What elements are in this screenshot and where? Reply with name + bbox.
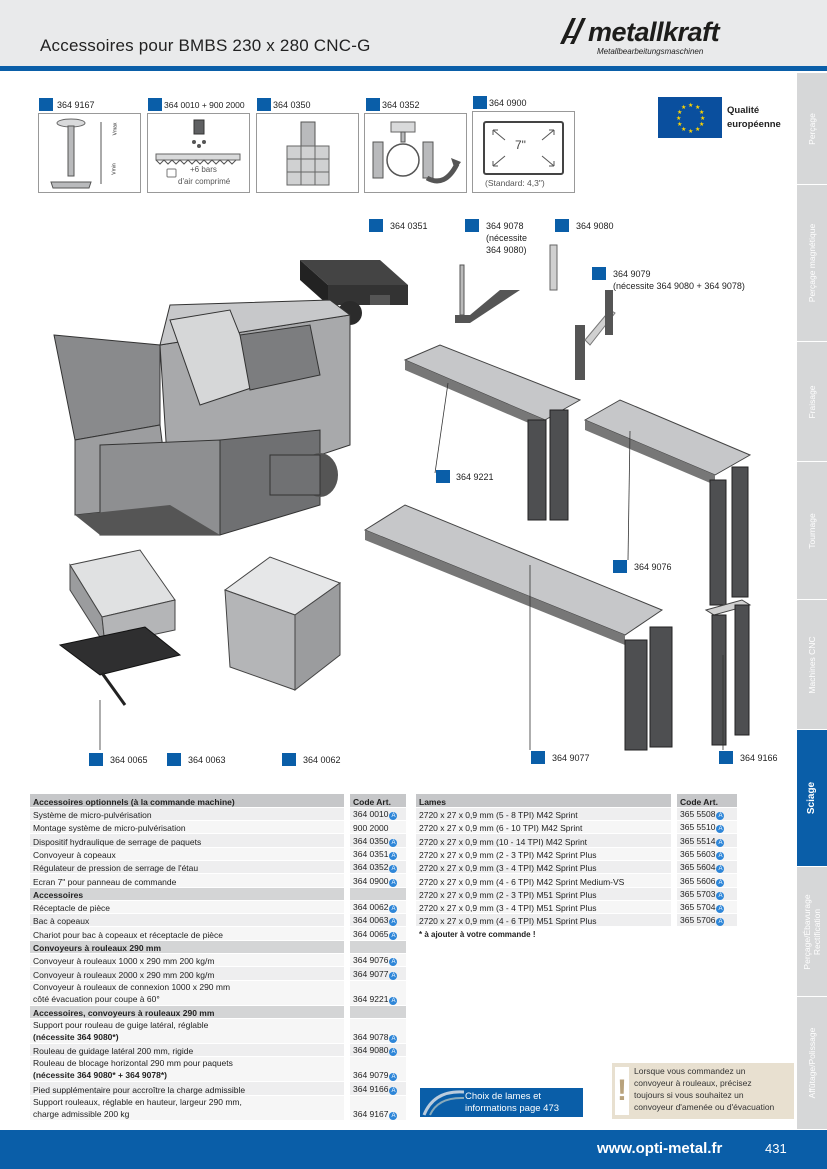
svg-text:★: ★: [688, 128, 694, 135]
table-row: [416, 900, 737, 913]
tab-percage-magnetique[interactable]: Perçage magnétique: [797, 185, 827, 342]
article-code-text: 364 0063: [353, 915, 389, 926]
code-marker: [719, 751, 733, 764]
arrow-badge-icon: A: [718, 866, 723, 873]
part-code: 364 9078: [486, 221, 524, 231]
article-code-text: 365 5604: [680, 862, 716, 873]
article-code-text: 365 5508: [680, 809, 716, 820]
option-code: 364 0352: [382, 100, 420, 110]
tab-affutage[interactable]: Affûtage/Polissage: [797, 997, 827, 1130]
chip-tray-image: [60, 550, 180, 705]
tab-fraisage[interactable]: Fraisage: [797, 342, 827, 462]
option-image-clamping: [256, 113, 359, 193]
part-note: 364 9080): [486, 245, 527, 255]
article-code-text: 364 9079: [353, 1070, 389, 1081]
svg-text:★: ★: [681, 126, 687, 133]
code-marker: [555, 219, 569, 232]
accessories-table: [30, 794, 406, 1121]
screen-size: 7": [515, 138, 526, 152]
item-label: Réceptacle de pièce: [33, 903, 111, 914]
page-title: Accessoires pour BMBS 230 x 280 CNC-G: [40, 36, 371, 55]
arrow-badge-icon: A: [718, 906, 723, 913]
table-row: [30, 847, 406, 860]
item-label: Bac à copeaux: [33, 916, 90, 927]
part-code: 364 9076: [634, 562, 672, 572]
table-row: [30, 914, 406, 927]
arrow-badge-icon: A: [391, 959, 396, 966]
article-code: [350, 834, 406, 847]
code-marker: [39, 98, 53, 111]
arrow-badge-icon: A: [391, 866, 396, 873]
table-row: [30, 927, 406, 940]
item-label: Convoyeur à copeaux: [33, 849, 116, 860]
connection-conveyor-image: [405, 345, 580, 520]
section-title: Accessoires: [30, 887, 344, 900]
conveyor-2000-image: [365, 505, 672, 750]
article-code-text: 365 5704: [680, 902, 716, 913]
guide-roller-image: [550, 245, 557, 290]
arrow-badge-icon: A: [391, 972, 396, 979]
arrow-badge-icon: A: [391, 919, 396, 926]
blades-link-text-2: informations page 473: [465, 1103, 560, 1114]
table-row: [30, 900, 406, 913]
section-title: Accessoires, convoyeurs à rouleaux 290 mm: [30, 1005, 344, 1018]
svg-text:★: ★: [681, 104, 687, 111]
article-code: [350, 1082, 406, 1095]
table-row: [30, 980, 406, 1005]
quality-label-2: européenne: [727, 119, 781, 130]
arrow-badge-icon: A: [391, 879, 396, 886]
item-description: [30, 967, 344, 980]
svg-text:★: ★: [688, 102, 694, 109]
item-description: [30, 900, 344, 913]
option-image-vise-pressure: [364, 113, 467, 193]
blade-icon: [420, 1088, 464, 1117]
article-code: [350, 900, 406, 913]
vmax-label: Vmax: [112, 122, 119, 136]
extra-leg-image: [706, 600, 750, 745]
table-row: [30, 1018, 406, 1043]
table-section: [30, 940, 406, 953]
part-code: 364 0065: [110, 755, 148, 765]
item-label: Régulateur de pression de serrage de l'étau: [33, 863, 199, 874]
option-code: 364 9167: [57, 100, 95, 110]
table-section: [30, 1005, 406, 1018]
item-description: [30, 874, 344, 887]
article-code: [677, 847, 737, 860]
arrow-badge-icon: A: [391, 906, 396, 913]
item-description: [30, 927, 344, 940]
notice-text: convoyeur d'amenée ou d'évacuation: [634, 1102, 775, 1112]
article-code: [350, 874, 406, 887]
part-code: 364 9077: [552, 753, 590, 763]
code-marker: [167, 753, 181, 766]
part-code: 364 0351: [390, 221, 428, 231]
article-code-text: 364 9078: [353, 1031, 389, 1042]
code-marker: [369, 219, 383, 232]
code-marker: [148, 98, 162, 111]
option-image-stand: [38, 113, 141, 193]
blade-description: 2720 x 27 x 0,9 mm (3 - 4 TPI) M51 Sprint Plus: [416, 900, 671, 913]
item-description: [30, 1043, 344, 1056]
blade-description: 2720 x 27 x 0,9 mm (5 - 8 TPI) M42 Sprint: [416, 807, 671, 820]
arrow-badge-icon: A: [718, 852, 723, 859]
table-row: [416, 914, 737, 927]
arrow-badge-icon: A: [391, 932, 396, 939]
article-code-text: 365 5510: [680, 822, 716, 833]
tab-machines-cnc[interactable]: Machines CNC: [797, 600, 827, 730]
arrow-badge-icon: A: [391, 1035, 396, 1042]
quality-label: Qualité: [727, 105, 760, 116]
article-code-text: 364 9167: [353, 1108, 389, 1119]
blade-description: 2720 x 27 x 0,9 mm (4 - 6 TPI) M51 Sprint Plus: [416, 914, 671, 927]
blades-link-text: Choix de lames et: [465, 1091, 542, 1102]
blade-description: 2720 x 27 x 0,9 mm (4 - 6 TPI) M42 Sprint Medium-VS: [416, 874, 671, 887]
table-row: [30, 834, 406, 847]
notice-text: Lorsque vous commandez un: [634, 1066, 746, 1076]
article-code: [350, 980, 406, 1005]
code-marker: [473, 96, 487, 109]
item-label-2: charge admissible 200 kg: [33, 1108, 130, 1119]
arrow-badge-icon: A: [391, 1074, 396, 1081]
article-code: [677, 834, 737, 847]
option-code: 364 0010 + 900 2000: [164, 100, 245, 110]
article-code: [350, 847, 406, 860]
code-marker: [257, 98, 271, 111]
item-label: Montage système de micro-pulvérisation: [33, 823, 186, 834]
eu-flag-icon: [658, 97, 722, 138]
table-row: [30, 1057, 406, 1082]
brand-subtitle: Metallbearbeitungsmaschinen: [597, 47, 704, 56]
blade-description: 2720 x 27 x 0,9 mm (6 - 10 TPI) M42 Sprint: [416, 821, 671, 834]
arrow-badge-icon: A: [718, 892, 723, 899]
item-label: Convoyeur à rouleaux 1000 x 290 mm 200 kg/m: [33, 956, 215, 967]
item-label: Chariot pour bac à copeaux et réceptacle de pièce: [33, 929, 223, 940]
blade-description: 2720 x 27 x 0,9 mm (2 - 3 TPI) M42 Sprint Plus: [416, 847, 671, 860]
article-code: [677, 887, 737, 900]
table-row: [416, 821, 737, 834]
table-row: [30, 874, 406, 887]
bandsaw-machine-image: [54, 300, 350, 535]
item-label-2: côté évacuation pour coupe à 60°: [33, 993, 160, 1004]
notice-text: toujours si vous souhaitez un: [634, 1090, 744, 1100]
article-code-text: 365 5703: [680, 888, 716, 899]
option-image-mist: [147, 113, 250, 193]
item-description: [30, 980, 344, 1005]
table-row: [30, 954, 406, 967]
option-code: 364 0350: [273, 100, 311, 110]
item-label-2: (nécessite 364 9080*): [33, 1031, 119, 1042]
section-title: Convoyeurs à rouleaux 290 mm: [30, 940, 344, 953]
blade-description: 2720 x 27 x 0,9 mm (10 - 14 TPI) M42 Sprint: [416, 834, 671, 847]
table-row: [416, 834, 737, 847]
table-row: [416, 874, 737, 887]
article-code: [350, 927, 406, 940]
article-code: [677, 874, 737, 887]
svg-text:★: ★: [699, 109, 705, 116]
part-code: 364 0062: [303, 755, 341, 765]
table-row: [30, 860, 406, 873]
pressure-note: +6 bars: [190, 165, 217, 174]
article-code-text: 364 9077: [353, 968, 389, 979]
article-code: [677, 821, 737, 834]
table-section: [30, 887, 406, 900]
article-code-text: 365 5603: [680, 848, 716, 859]
item-label: Convoyeur à rouleaux 2000 x 290 mm 200 kg/m: [33, 969, 215, 980]
table-row: [30, 1095, 406, 1120]
blades-info-link[interactable]: [420, 1088, 583, 1117]
item-description: [30, 860, 344, 873]
table-header: Code Art.: [350, 794, 406, 807]
code-marker: [531, 751, 545, 764]
item-label: Ecran 7" pour panneau de commande: [33, 876, 177, 887]
part-note: (nécessite: [486, 233, 528, 243]
code-marker: [465, 219, 479, 232]
workpiece-receptacle-image: [225, 557, 340, 690]
article-code: [677, 860, 737, 873]
article-code-text: 364 9080: [353, 1045, 389, 1056]
option-image-screen: [472, 111, 575, 193]
option-code: 364 0900: [489, 98, 527, 108]
code-marker: [592, 267, 606, 280]
item-label: Convoyeur à rouleaux de connexion 1000 x 290 mm: [33, 981, 231, 992]
item-label: Support rouleaux, réglable en hauteur, largeur 290 mm,: [33, 1096, 242, 1107]
arrow-badge-icon: A: [391, 1049, 396, 1056]
item-description: [30, 807, 344, 820]
article-code-text: 364 0352: [353, 862, 389, 873]
item-description: [30, 1057, 344, 1082]
part-code: 364 9166: [740, 753, 778, 763]
horizontal-roller-image: [575, 290, 615, 380]
article-code-text: 365 5606: [680, 875, 716, 886]
arrow-badge-icon: A: [391, 1087, 396, 1094]
article-code-text: 364 0351: [353, 848, 389, 859]
tab-tournage[interactable]: Tournage: [797, 462, 827, 600]
article-code-text: 364 0062: [353, 902, 389, 913]
table-header: Accessoires optionnels (à la commande machine): [30, 794, 344, 807]
article-code-text: 365 5706: [680, 915, 716, 926]
article-code: [350, 1018, 406, 1043]
arrow-badge-icon: A: [391, 852, 396, 859]
article-code: [677, 807, 737, 820]
screen-standard-note: (Standard: 4,3"): [485, 178, 545, 188]
arrow-badge-icon: A: [391, 813, 396, 820]
notice-text: convoyeur à rouleaux, précisez: [634, 1078, 752, 1088]
article-code: [350, 954, 406, 967]
item-label: Dispositif hydraulique de serrage de paquets: [33, 836, 202, 847]
table-row: [416, 887, 737, 900]
table-row: [30, 1082, 406, 1095]
article-code-text: 364 9166: [353, 1083, 389, 1094]
conveyor-1000-image: [585, 400, 750, 605]
svg-text:★: ★: [677, 109, 683, 116]
blade-description: 2720 x 27 x 0,9 mm (3 - 4 TPI) M42 Sprint Plus: [416, 860, 671, 873]
table-row: [30, 967, 406, 980]
table-row: [30, 1043, 406, 1056]
article-code: [350, 914, 406, 927]
svg-text:★: ★: [695, 126, 701, 133]
warning-icon: !: [615, 1067, 629, 1115]
item-description: [30, 954, 344, 967]
air-note: d'air comprimé: [178, 177, 231, 186]
code-marker: [282, 753, 296, 766]
tab-sciage[interactable]: Sciage: [797, 730, 827, 867]
code-marker: [89, 753, 103, 766]
item-description: [30, 914, 344, 927]
arrow-badge-icon: A: [391, 1112, 396, 1119]
arrow-badge-icon: A: [718, 879, 723, 886]
page-number: 431: [765, 1141, 787, 1156]
item-description: [30, 847, 344, 860]
svg-text:★: ★: [676, 115, 682, 122]
article-code: [677, 914, 737, 927]
table-row: [30, 807, 406, 820]
code-marker: [436, 470, 450, 483]
article-code-text: 364 0350: [353, 835, 389, 846]
item-description: [30, 821, 344, 834]
header-rule: [0, 66, 827, 71]
svg-text:★: ★: [695, 104, 701, 111]
code-marker: [366, 98, 380, 111]
article-code: [350, 821, 406, 834]
article-code-text: 364 9221: [353, 993, 389, 1004]
tab-percage-ebavurage[interactable]: Perçage/Ébavurage Rectification: [797, 867, 827, 997]
article-code-text: 364 0010: [353, 809, 389, 820]
item-description: [30, 834, 344, 847]
order-notice: [612, 1063, 794, 1119]
article-code-text: 364 9076: [353, 955, 389, 966]
tab-percage[interactable]: Perçage: [797, 73, 827, 185]
svg-text:★: ★: [700, 115, 706, 122]
brand-logo-icon: [558, 16, 588, 46]
arrow-badge-icon: A: [718, 826, 723, 833]
arrow-badge-icon: A: [391, 839, 396, 846]
blade-description: 2720 x 27 x 0,9 mm (2 - 3 TPI) M51 Sprint Plus: [416, 887, 671, 900]
svg-text:★: ★: [677, 121, 683, 128]
article-code: [350, 860, 406, 873]
part-note: (nécessite 364 9080 + 364 9078): [613, 281, 745, 291]
svg-text:★: ★: [699, 121, 705, 128]
part-code: 364 9079: [613, 269, 651, 279]
item-label-2: (nécessite 364 9080* + 364 9078*): [33, 1070, 167, 1081]
item-description: [30, 1095, 344, 1120]
article-code: [350, 967, 406, 980]
table-header: Lames: [416, 794, 671, 807]
item-label: Rouleau de blocage horizontal 290 mm pour paquets: [33, 1058, 233, 1069]
item-label: Support pour rouleau de guige latéral, réglable: [33, 1019, 209, 1030]
item-label: Pied supplémentaire pour accroître la charge admissible: [33, 1084, 246, 1095]
blades-table: [416, 794, 737, 927]
article-code: [350, 1043, 406, 1056]
article-code-text: 364 0065: [353, 928, 389, 939]
footnote: * à ajouter à votre commande !: [419, 930, 536, 939]
website-link[interactable]: www.opti-metal.fr: [597, 1140, 723, 1157]
article-code-text: 365 5514: [680, 835, 716, 846]
item-description: [30, 1082, 344, 1095]
item-description: [30, 1018, 344, 1043]
article-code: [350, 1057, 406, 1082]
guide-roller-support-image: [455, 265, 520, 323]
part-code: 364 9221: [456, 472, 494, 482]
arrow-badge-icon: A: [718, 839, 723, 846]
item-label: Système de micro-pulvérisation: [33, 810, 152, 821]
article-code: [350, 807, 406, 820]
article-code-text: 900 2000: [353, 823, 389, 834]
code-marker: [613, 560, 627, 573]
table-header: Code Art.: [677, 794, 737, 807]
arrow-badge-icon: A: [718, 813, 723, 820]
brand-name: metallkraft: [588, 17, 720, 47]
vmin-label: Vmin: [111, 163, 118, 175]
table-row: [416, 807, 737, 820]
article-code-text: 364 0900: [353, 875, 389, 886]
arrow-badge-icon: A: [391, 997, 396, 1004]
table-row: [416, 860, 737, 873]
arrow-badge-icon: A: [718, 919, 723, 926]
part-code: 364 9080: [576, 221, 614, 231]
article-code: [677, 900, 737, 913]
part-code: 364 0063: [188, 755, 226, 765]
table-row: [30, 821, 406, 834]
table-row: [416, 847, 737, 860]
article-code: [350, 1095, 406, 1120]
item-label: Rouleau de guidage latéral 200 mm, rigide: [33, 1046, 194, 1057]
